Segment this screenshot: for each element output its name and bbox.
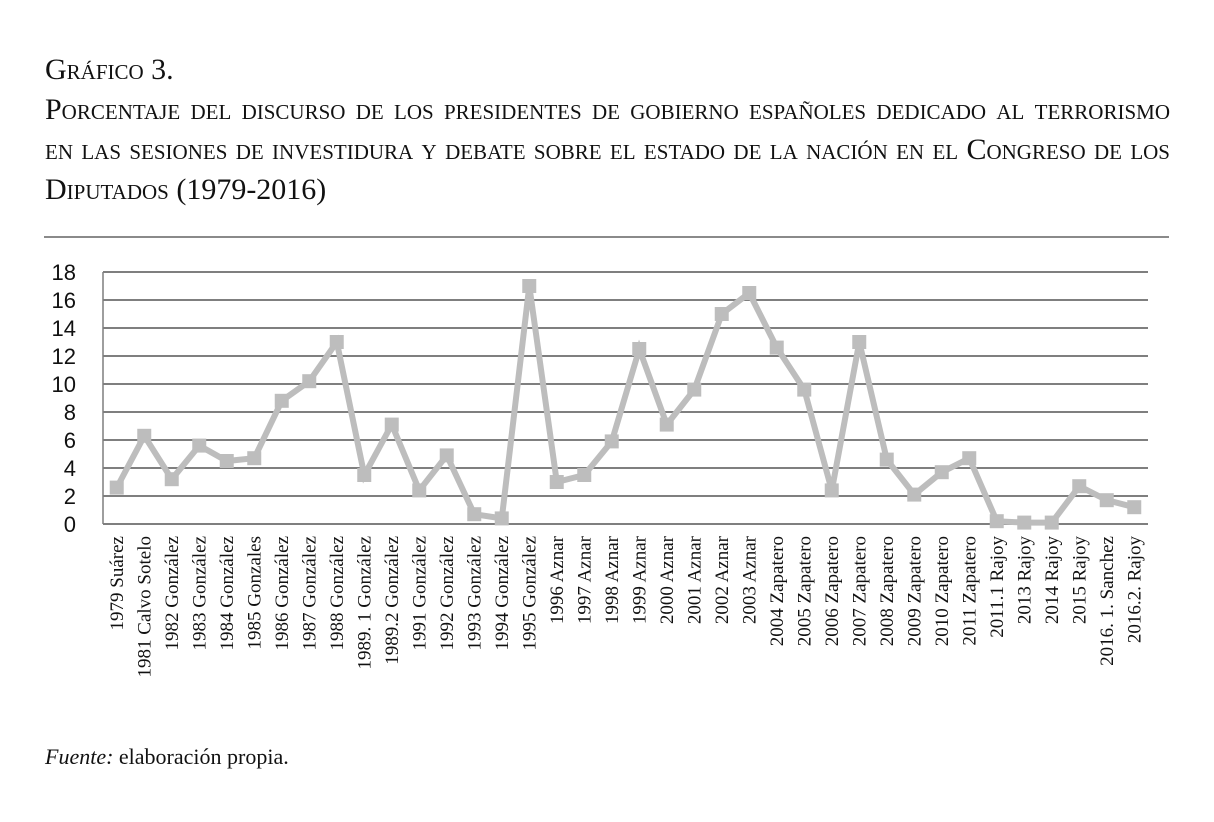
x-tick-label: 2010 Zapatero [931, 536, 953, 647]
x-tick-label: 1999 Aznar [629, 536, 651, 625]
x-tick-label: 2003 Aznar [739, 536, 761, 625]
data-point [880, 453, 894, 467]
data-point [687, 383, 701, 397]
y-tick-label: 12 [51, 344, 76, 369]
source-text: elaboración propia. [118, 744, 289, 769]
x-tick-label: 2004 Zapatero [766, 536, 788, 647]
x-tick-label: 1987 González [299, 536, 321, 651]
x-tick-label: 1997 Aznar [574, 536, 596, 625]
x-tick-label: 1996 Aznar [546, 536, 568, 625]
data-point [137, 429, 151, 443]
y-tick-label: 0 [63, 512, 76, 537]
x-tick-label: 2000 Aznar [656, 536, 678, 625]
x-tick-label: 1991 González [409, 536, 431, 651]
x-tick-label: 2014 Rajoy [1041, 536, 1063, 625]
data-point [412, 483, 426, 497]
x-tick-label: 1989. 1 González [354, 536, 376, 670]
data-point [825, 483, 839, 497]
data-point [247, 451, 261, 465]
data-point [962, 451, 976, 465]
data-point [907, 488, 921, 502]
x-tick-label: 1995 González [519, 536, 541, 651]
data-point [632, 342, 646, 356]
x-tick-label: 1992 González [436, 536, 458, 651]
data-point [220, 454, 234, 468]
data-point [302, 374, 316, 388]
data-point [165, 472, 179, 486]
data-point [770, 341, 784, 355]
y-tick-label: 4 [63, 456, 76, 481]
data-point [1100, 493, 1114, 507]
y-tick-label: 6 [63, 428, 76, 453]
series [110, 279, 1142, 530]
source-note [45, 744, 289, 770]
y-tick-label: 10 [51, 372, 76, 397]
x-tick-label: 2005 Zapatero [794, 536, 816, 647]
x-tick-label: 2011.1 Rajoy [986, 536, 1008, 638]
y-tick-label: 14 [51, 316, 76, 341]
data-point [192, 439, 206, 453]
x-tick-label: 1988 González [326, 536, 348, 651]
x-tick-label: 1994 González [491, 536, 513, 651]
y-tick-label: 18 [51, 260, 76, 285]
x-tick-label: 1993 González [464, 536, 486, 651]
x-tick-label: 2002 Aznar [711, 536, 733, 625]
x-tick-label: 1985 Gonzales [244, 536, 266, 650]
data-point [357, 468, 371, 482]
source-label: Fuente: [45, 744, 114, 769]
x-tick-label: 2001 Aznar [684, 536, 706, 625]
x-tick-label: 2011 Zapatero [959, 536, 981, 646]
series-line [117, 286, 1135, 523]
x-tick-label: 1989.2 González [381, 536, 403, 665]
x-tick-label: 1979 Suárez [106, 536, 128, 631]
x-tick-label: 1983 González [189, 536, 211, 651]
data-point [330, 335, 344, 349]
data-point [440, 448, 454, 462]
data-point [660, 418, 674, 432]
x-tick-label: 2016.2. Rajoy [1124, 536, 1146, 644]
figure-number: Gráfico 3. [45, 53, 174, 86]
x-tick-label: 2006 Zapatero [821, 536, 843, 647]
y-tick-label: 8 [63, 400, 76, 425]
x-axis-ticks [107, 535, 1146, 677]
y-tick-label: 2 [63, 484, 76, 509]
data-point [797, 383, 811, 397]
y-tick-label: 16 [51, 288, 76, 313]
x-tick-label: 2007 Zapatero [849, 536, 871, 647]
data-point [467, 507, 481, 521]
data-point [715, 307, 729, 321]
data-point [385, 418, 399, 432]
x-tick-label: 1986 González [271, 536, 293, 651]
data-point [742, 286, 756, 300]
figure-caption [45, 50, 1170, 210]
x-tick-label: 1984 González [216, 536, 238, 651]
caption-divider [44, 236, 1169, 238]
x-tick-label: 1982 González [161, 536, 183, 651]
data-point [550, 475, 564, 489]
data-point [935, 465, 949, 479]
y-axis-ticks [52, 260, 76, 537]
x-tick-label: 2013 Rajoy [1014, 536, 1036, 625]
data-point [577, 468, 591, 482]
data-point [522, 279, 536, 293]
x-tick-label: 2008 Zapatero [876, 536, 898, 647]
data-point [605, 434, 619, 448]
data-point [990, 514, 1004, 528]
line-chart [0, 250, 1214, 720]
x-tick-label: 2009 Zapatero [904, 536, 926, 647]
x-tick-label: 1998 Aznar [601, 536, 623, 625]
data-point [275, 394, 289, 408]
x-tick-label: 1981 Calvo Sotelo [134, 536, 156, 678]
data-point [1017, 516, 1031, 530]
data-point [1045, 516, 1059, 530]
data-point [110, 481, 124, 495]
data-point [1072, 479, 1086, 493]
x-tick-label: 2016. 1. Sanchez [1096, 536, 1118, 666]
data-point [852, 335, 866, 349]
x-tick-label: 2015 Rajoy [1069, 536, 1091, 625]
figure-description: Porcentaje del discurso de los presidentes de gobierno españoles dedicado al terrorismo en las sesiones de investidura y debate sobre el estado de la nación en el Congreso de los Diputados (1979-2016) [45, 93, 1170, 206]
data-point [495, 511, 509, 525]
data-point [1127, 500, 1141, 514]
